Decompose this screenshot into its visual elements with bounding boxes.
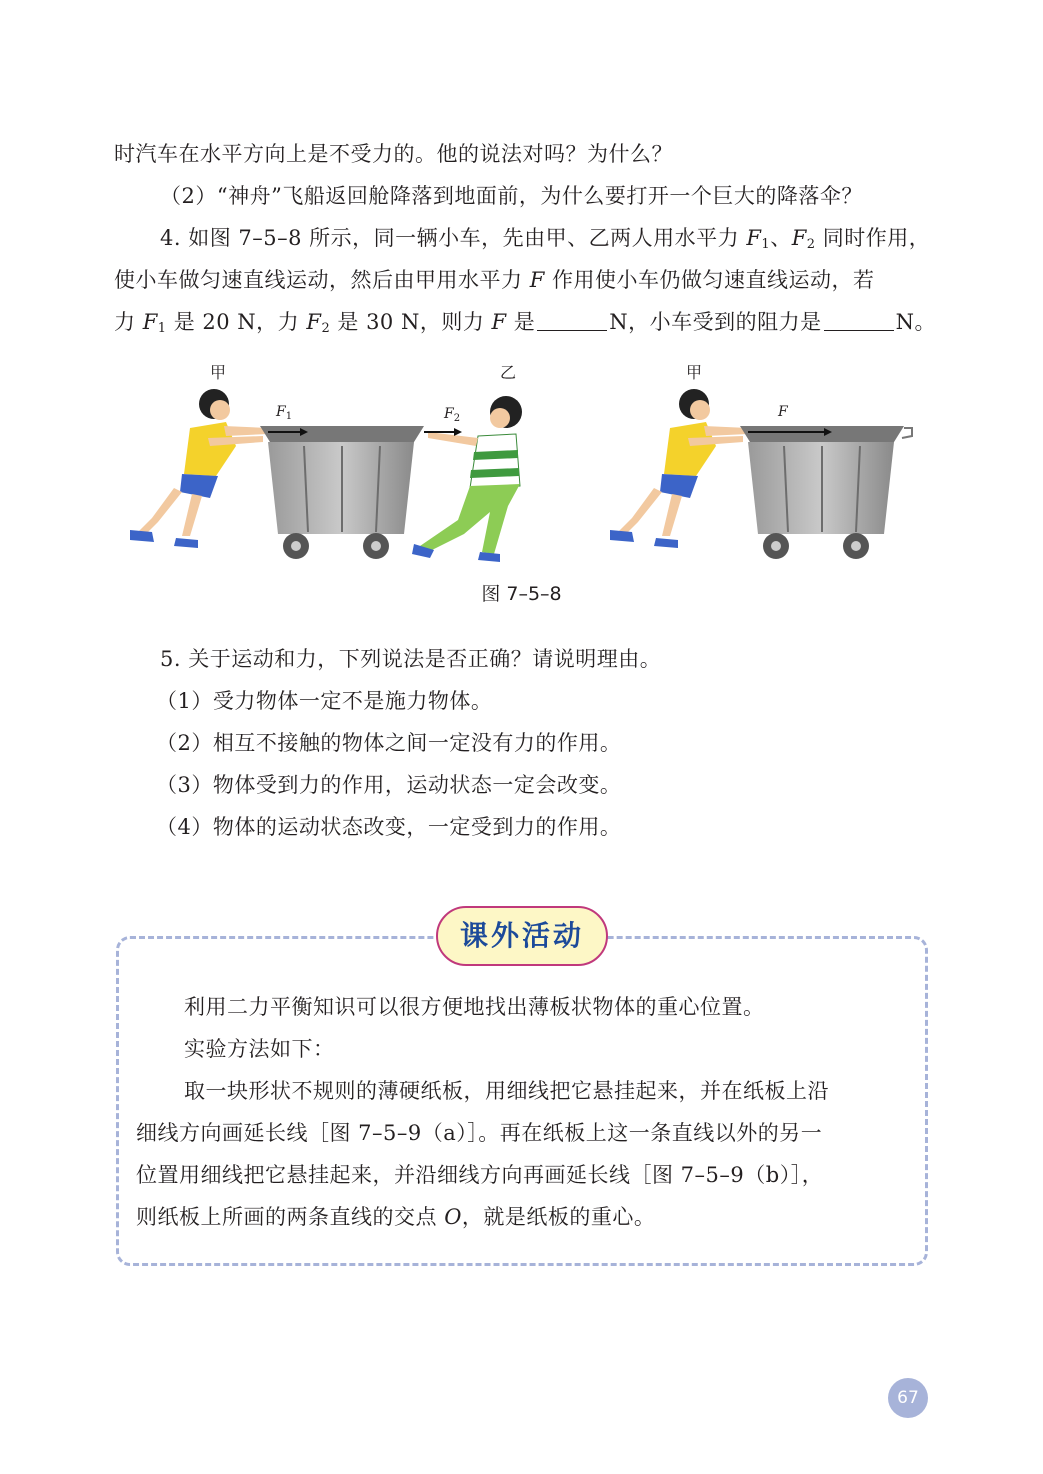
text-line-1: 时汽车在水平方向上是不受力的。他的说法对吗？为什么？ (114, 142, 673, 166)
question-4-line-3: 力 $F_1$ 是 20 N，力 $F_2$ 是 30 N，则力 F 是 N，小车受到的阻力是 N。 (114, 310, 937, 336)
activity-paragraph-3-line-1: 取一块形状不规则的薄硬纸板，用细线把它悬挂起来，并在纸板上沿 (184, 1079, 829, 1103)
answer-blank-1 (537, 308, 607, 331)
figure-caption: 图 7–5–8 (481, 583, 562, 605)
cart-right (740, 426, 912, 559)
figure-7-5-8-illustration (118, 356, 928, 571)
force-f-label: F (778, 404, 788, 420)
activity-paragraph-2: 实验方法如下： (184, 1037, 335, 1061)
activity-title-badge: 课外活动 (436, 906, 608, 966)
cart-left (260, 426, 424, 559)
label-yi: 乙 (500, 363, 517, 382)
question-5-item-3: （3）物体受到力的作用，运动状态一定会改变。 (156, 773, 622, 797)
activity-paragraph-3-line-4: 则纸板上所画的两条直线的交点 O，就是纸板的重心。 (136, 1205, 656, 1229)
force-f1-label: $F_1$ (276, 404, 293, 422)
question-5: 5. 关于运动和力，下列说法是否正确？请说明理由。 (160, 647, 662, 671)
activity-paragraph-1: 利用二力平衡知识可以很方便地找出薄板状物体的重心位置。 (184, 995, 765, 1019)
boy-yi (412, 396, 522, 562)
force-f2-label: $F_2$ (444, 406, 461, 424)
question-5-item-1: （1）受力物体一定不是施力物体。 (156, 689, 493, 713)
boy-jia-right (610, 389, 748, 548)
boy-jia-left (130, 389, 268, 548)
question-4-line-1: 4. 如图 7–5–8 所示，同一辆小车，先由甲、乙两人用水平力 $F_1$、$F_2$ 同时作用， (160, 226, 931, 252)
activity-paragraph-3-line-2: 细线方向画延长线［图 7–5–9（a）］。再在纸板上这一条直线以外的另一 (136, 1121, 823, 1145)
label-jia-left: 甲 (210, 363, 227, 382)
text-line-2: （2）“神舟”飞船返回舱降落到地面前，为什么要打开一个巨大的降落伞？ (160, 184, 863, 208)
question-4-line-2: 使小车做匀速直线运动，然后由甲用水平力 F 作用使小车仍做匀速直线运动，若 (114, 268, 875, 292)
question-5-item-2: （2）相互不接触的物体之间一定没有力的作用。 (156, 731, 622, 755)
answer-blank-2 (824, 308, 894, 331)
force-f2-arrowhead (454, 428, 462, 436)
question-5-item-4: （4）物体的运动状态改变，一定受到力的作用。 (156, 815, 622, 839)
label-jia-right: 甲 (686, 363, 703, 382)
activity-paragraph-3-line-3: 位置用细线把它悬挂起来，并沿细线方向再画延长线［图 7–5–9（b）］， (136, 1163, 824, 1187)
page-number: 67 (888, 1378, 928, 1418)
